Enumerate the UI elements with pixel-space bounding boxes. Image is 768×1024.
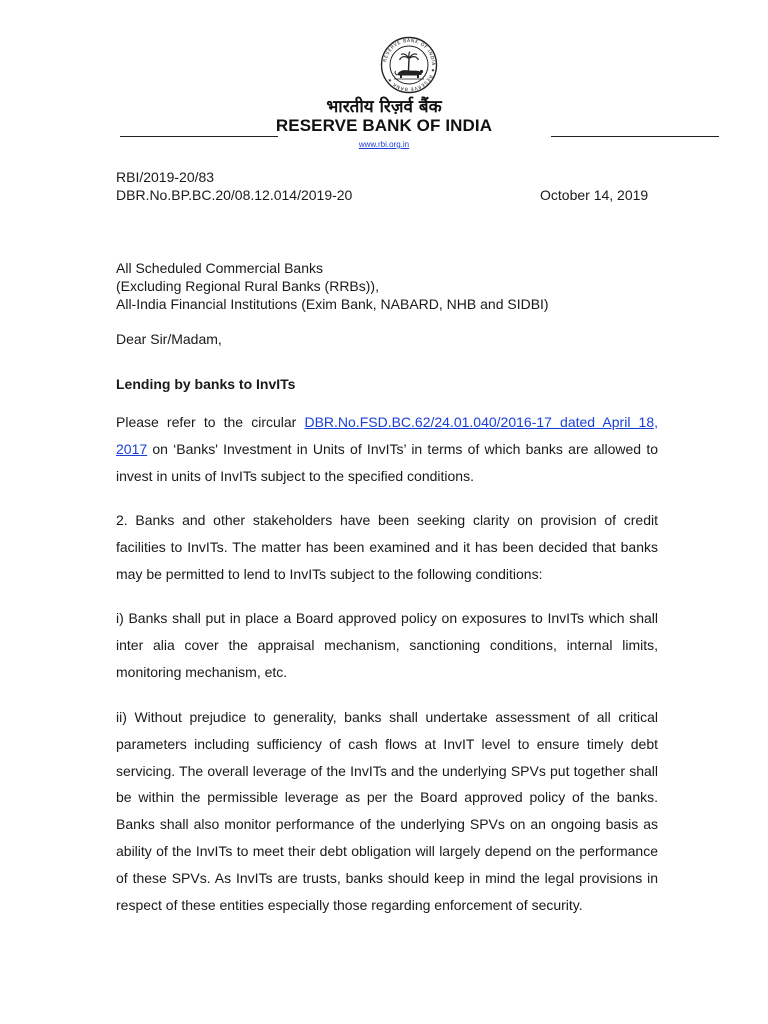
bank-name-english: RESERVE BANK OF INDIA [275,116,493,135]
paragraph-4: ii) Without prejudice to generality, banks shall undertake assessment of all critical parameters including sufficiency of cash flows at InvIT level to ensure timely debt servicing. The overall leverage of the InvITs and the underlying SPVs put together shall be within the permissible leverage as per the Board approved policy of the banks. Banks shall also monitor performance of the underlying SPVs on an ongoing basis as ability of the InvITs to meet their debt obligation will largely depend on the performance of these SPVs. As InvITs are trusts, banks should keep in mind the legal provisions in respect of these entities especially those regarding enforcement of security. [116,709,658,913]
addressee-line: (Excluding Regional Rural Banks (RRBs)), [116,278,379,294]
rbi-seal-logo [380,36,438,94]
salutation: Dear Sir/Madam, [116,331,222,347]
paragraph-1 [116,409,658,489]
svg-text:RESERVE BANK OF INDIA ★ RESERV: RESERVE BANK OF INDIA ★ RESERVE BANK ★ [383,38,436,92]
bank-name-row [0,116,768,140]
paragraph-2: 2. Banks and other stakeholders have been seeking clarity on provision of credit facilities to InvITs. The matter has been examined and it has been decided that banks may be permitted to lend to InvITs subject to the following conditions: [116,512,658,582]
circular-number: RBI/2019-20/83 [116,169,215,185]
circular-reference-link[interactable]: DBR.No.FSD.BC.62/24.01.040/2016-17 dated April 18, 2017 [116,414,659,457]
addressee-line: All-India Financial Institutions (Exim Bank, NABARD, NHB and SIDBI) [116,296,549,312]
addressee-line: All Scheduled Commercial Banks [116,260,323,276]
header-rule-left [120,136,278,137]
circular-date: October 14, 2019 [540,187,649,203]
bank-name-hindi: भारतीय रिज़र्व बैंक [326,97,442,117]
addressees [116,259,549,313]
paragraph-text: Please refer to the circular [116,414,305,430]
paragraph-text: on ‘Banks' Investment in Units of InvITs’ in terms of which banks are allowed to invest in units of InvITs subject to the specified conditions. [116,440,658,484]
paragraph-3: i) Banks shall put in place a Board approved policy on exposures to InvITs which shall inter alia cover the appraisal mechanism, sanctioning conditions, internal limits, monitoring mechanism, etc. [116,610,658,680]
website-link[interactable]: www.rbi.org.in [358,140,410,149]
subject-heading: Lending by banks to InvITs [116,376,296,392]
dbr-reference: DBR.No.BP.BC.20/08.12.014/2019-20 [116,187,353,203]
header-rule-right [551,136,719,137]
